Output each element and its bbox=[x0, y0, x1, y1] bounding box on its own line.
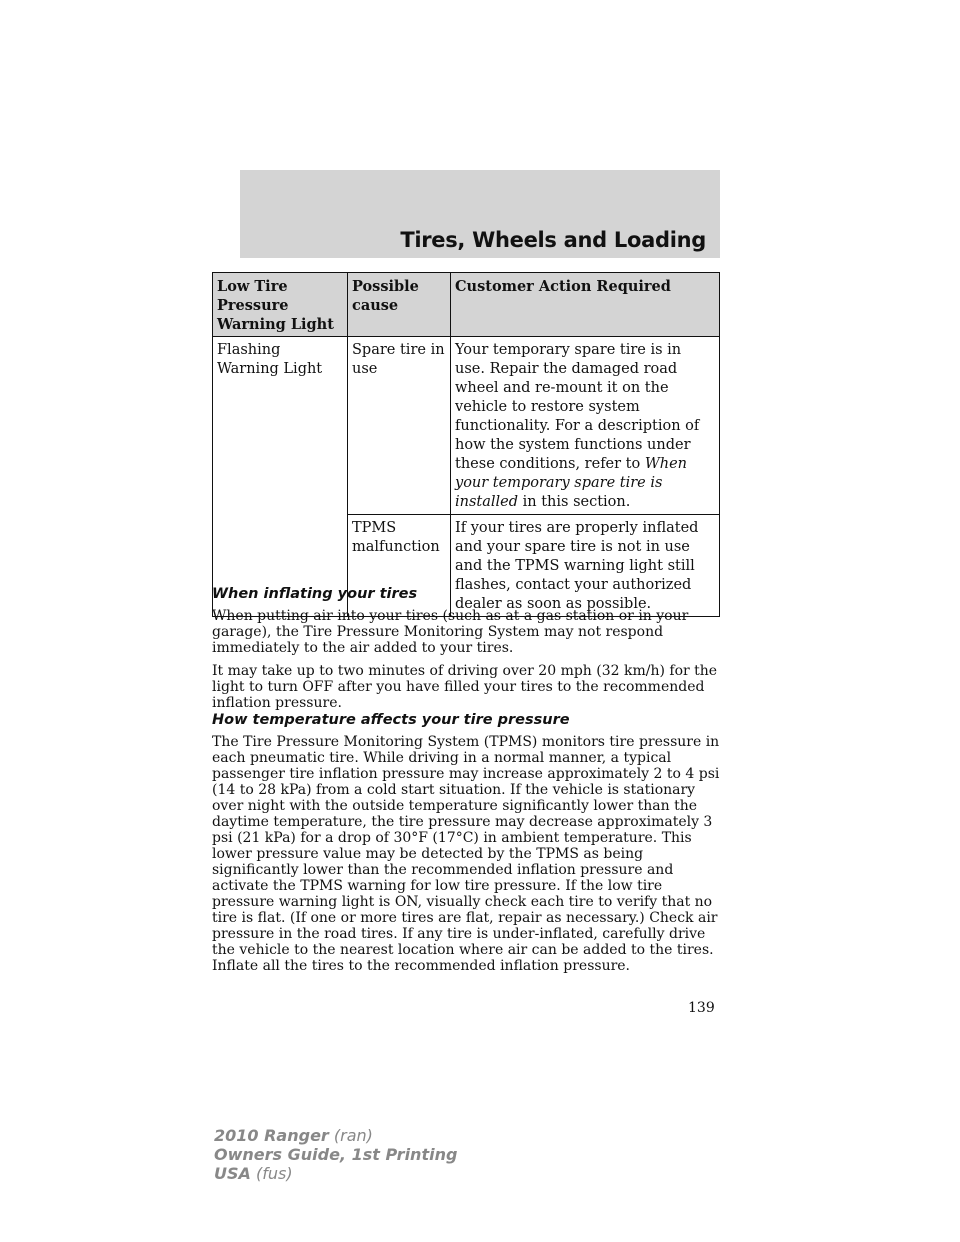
cross-reference: When your temporary spare tire is installed bbox=[455, 456, 688, 510]
table-cell-action bbox=[451, 337, 720, 515]
section-header-band bbox=[240, 170, 720, 258]
footer-line bbox=[214, 1164, 457, 1183]
action-text: in this section. bbox=[518, 494, 631, 510]
section-inflating bbox=[212, 586, 722, 711]
table-header-cell: Customer Action Required bbox=[451, 273, 720, 337]
section-heading: How temperature affects your tire pressure bbox=[212, 712, 570, 728]
table-cell-cause: Spare tire in use bbox=[348, 337, 451, 515]
section-temperature bbox=[212, 712, 722, 974]
table-cell-light: Flashing Warning Light bbox=[213, 337, 348, 515]
footer-code: (fus) bbox=[256, 1164, 293, 1183]
paragraph: It may take up to two minutes of driving over 20 mph (32 km/h) for the light to turn OFF after you have filled your tires to the recommended inflation pressure. bbox=[212, 663, 718, 711]
table-cell-action: If your tires are properly inflated and your spare tire is not in use and the TPMS warning light still flashes, contact your authorized dealer as soon as possible. bbox=[451, 515, 720, 617]
paragraph: When putting air into your tires (such as at a gas station or in your garage), the Tire Pressure Monitoring System may not respond immediately to the air added to your tires. bbox=[212, 608, 689, 656]
table-cell-cause: TPMS malfunction bbox=[348, 515, 451, 617]
footer-code: (ran) bbox=[333, 1126, 373, 1145]
footer-market: USA bbox=[214, 1164, 251, 1183]
section-heading: When inflating your tires bbox=[212, 586, 418, 602]
page-number: 139 bbox=[688, 1000, 715, 1016]
table-header-cell: Low Tire Pressure Warning Light bbox=[213, 273, 348, 337]
table-header-cell: Possible cause bbox=[348, 273, 451, 337]
footer-line bbox=[214, 1126, 457, 1145]
paragraph: The Tire Pressure Monitoring System (TPMS) monitors tire pressure in each pneumatic tire. While driving in a normal manner, a typical passenger tire inflation pressure may increase approximately 2 to 4 psi (14 to 28 kPa) from a cold start situation. If the vehicle is stationary over night with the outside temperature significantly lower than the daytime temperature, the tire pressure may decrease approximately 3 psi (21 kPa) for a drop of 30°F (17°C) in ambient temperature. This lower pressure value may be detected by the TPMS as being significantly lower than the recommended inflation pressure and activate the TPMS warning for low tire pressure. If the low tire pressure warning light is ON, visually check each tire to verify that no tire is flat. (If one or more tires are flat, repair as necessary.) Check air pressure in the road tires. If any tire is under-inflated, carefully drive the vehicle to the nearest location where air can be added to the tires. Inflate all the tires to the recommended inflation pressure. bbox=[212, 734, 720, 974]
footer-line bbox=[214, 1145, 457, 1164]
document-footer bbox=[214, 1126, 457, 1183]
table-header-row bbox=[213, 273, 720, 337]
tpms-warning-table bbox=[212, 272, 720, 617]
table-row bbox=[213, 337, 720, 515]
footer-printing: Owners Guide, 1st Printing bbox=[214, 1145, 458, 1164]
footer-model: 2010 Ranger bbox=[214, 1126, 329, 1145]
section-title: Tires, Wheels and Loading bbox=[400, 228, 706, 252]
action-text: Your temporary spare tire is in use. Repair the damaged road wheel and re-mount it on the vehicle to restore system functionality. For a description of how the system functions under these conditions, refer to bbox=[455, 342, 700, 472]
